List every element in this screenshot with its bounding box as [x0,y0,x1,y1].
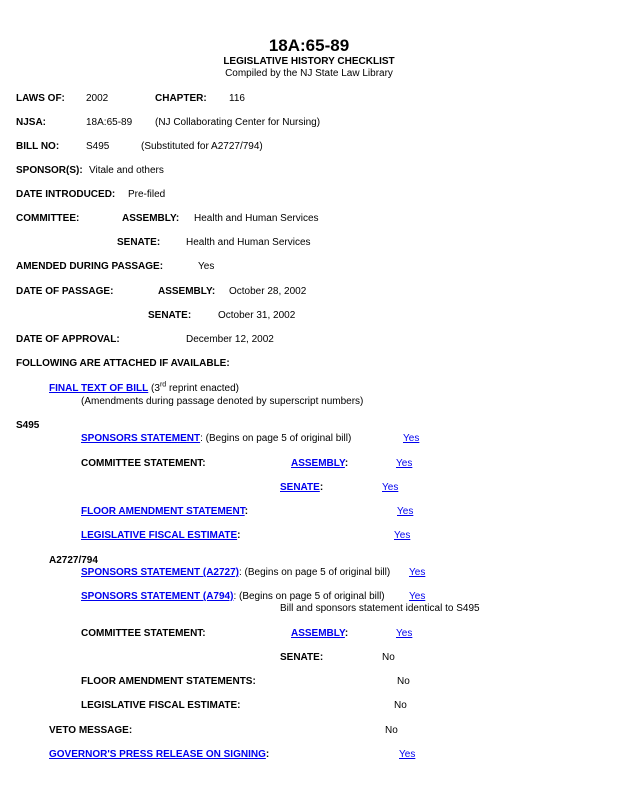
laws-of-value: 2002 [86,93,109,104]
s495-assembly-link[interactable]: ASSEMBLY [291,458,345,469]
njsa-label: NJSA: [16,117,47,128]
s495-sponsors-line [81,433,351,445]
date-of-approval-label: DATE OF APPROVAL: [16,334,120,345]
s495-sponsors-yes-link[interactable]: Yes [403,433,420,444]
a2727-senate-label: SENATE: [280,652,324,663]
a2727-sponsors1-link[interactable]: SPONSORS STATEMENT (A2727) [81,567,239,578]
committee-label: COMMITTEE: [16,213,80,224]
bill-no-value: S495 [86,141,110,152]
veto-label: VETO MESSAGE: [49,725,133,736]
a2727-sponsors1-note: : (Begins on page 5 of original bill) [239,567,391,578]
s495-assembly-yes-link[interactable]: Yes [396,458,413,469]
date-introduced-label: DATE INTRODUCED: [16,189,116,200]
sponsors-value: Vitale and others [89,165,164,176]
s495-committee-label: COMMITTEE STATEMENT: [81,458,206,469]
governor-press-release-link[interactable]: GOVERNOR'S PRESS RELEASE ON SIGNING [49,749,266,760]
checklist-title: LEGISLATIVE HISTORY CHECKLIST [223,56,395,67]
date-introduced-value: Pre-filed [128,189,166,200]
statute-title: 18A:65-89 [268,36,350,55]
s495-floor-yes-link[interactable]: Yes [397,506,414,517]
committee-assembly-label: ASSEMBLY: [122,213,180,224]
passage-assembly-label: ASSEMBLY: [158,286,216,297]
compiled-by: Compiled by the NJ State Law Library [225,68,393,79]
passage-assembly-value: October 28, 2002 [229,286,307,297]
a2727-assembly-yes-link[interactable]: Yes [396,628,413,639]
a2727-fiscal-value: No [394,700,407,711]
a2727-sponsors2-yes-link[interactable]: Yes [409,591,426,602]
a2727-heading: A2727/794 [49,555,98,566]
s495-senate-link[interactable]: SENATE [280,482,320,493]
a2727-sponsors2-note: : (Begins on page 5 of original bill) [233,591,385,602]
s495-fiscal-link[interactable]: LEGISLATIVE FISCAL ESTIMATE [81,530,238,541]
a2727-identical-note: Bill and sponsors statement identical to S495 [280,603,480,614]
bill-no-note: (Substituted for A2727/794) [141,141,263,152]
final-text-link[interactable]: FINAL TEXT OF BILL [49,383,149,394]
a2727-assembly-line [291,628,348,640]
amended-value: Yes [198,261,215,272]
governor-colon: : [265,749,270,760]
a2727-sponsors1-yes-link[interactable]: Yes [409,567,426,578]
final-text-note: (Amendments during passage denoted by superscript numbers) [81,396,364,407]
final-text-post: reprint enacted) [166,383,239,394]
final-text-sup: rd [159,381,167,389]
a2727-fiscal-label: LEGISLATIVE FISCAL ESTIMATE: [81,700,241,711]
a2727-assembly-colon: : [344,628,349,639]
s495-fiscal-line [81,530,240,542]
passage-senate-label: SENATE: [148,310,192,321]
committee-assembly-value: Health and Human Services [194,213,319,224]
chapter-value: 116 [229,93,245,104]
veto-value: No [385,725,398,736]
s495-assembly-colon: : [344,458,349,469]
committee-senate-value: Health and Human Services [186,237,311,248]
a2727-senate-value: No [382,652,395,663]
a2727-floor-label: FLOOR AMENDMENT STATEMENTS: [81,676,256,687]
governor-line [49,749,269,761]
governor-yes-link[interactable]: Yes [399,749,416,760]
a2727-sponsors2-link[interactable]: SPONSORS STATEMENT (A794) [81,591,234,602]
s495-fiscal-yes-link[interactable]: Yes [394,530,411,541]
amended-label: AMENDED DURING PASSAGE: [16,261,164,272]
a2727-sponsors1-line [81,567,390,579]
s495-sponsors-link[interactable]: SPONSORS STATEMENT [81,433,201,444]
s495-senate-yes-link[interactable]: Yes [382,482,399,493]
s495-assembly-line [291,458,348,470]
date-of-passage-label: DATE OF PASSAGE: [16,286,114,297]
s495-floor-link[interactable]: FLOOR AMENDMENT STATEMENT [81,506,245,517]
njsa-value: 18A:65-89 [86,117,133,128]
s495-heading: S495 [16,420,40,431]
following-heading: FOLLOWING ARE ATTACHED IF AVAILABLE: [16,358,230,369]
a2727-committee-label: COMMITTEE STATEMENT: [81,628,206,639]
date-of-approval-value: December 12, 2002 [186,334,274,345]
s495-senate-line [280,482,323,494]
passage-senate-value: October 31, 2002 [218,310,296,321]
s495-sponsors-note: : (Begins on page 5 of original bill) [200,433,352,444]
s495-senate-colon: : [319,482,324,493]
final-text-pre: (3 [148,383,160,394]
s495-fiscal-colon: : [237,530,241,541]
laws-of-label: LAWS OF: [16,93,65,104]
committee-senate-label: SENATE: [117,237,161,248]
a2727-floor-value: No [397,676,410,687]
chapter-label: CHAPTER: [155,93,207,104]
a2727-assembly-link[interactable]: ASSEMBLY [291,628,345,639]
s495-floor-colon: : [244,506,249,517]
final-text-line [49,383,239,395]
s495-floor-line [81,506,248,518]
sponsors-label: SPONSOR(S): [16,165,83,176]
bill-no-label: BILL NO: [16,141,60,152]
njsa-note: (NJ Collaborating Center for Nursing) [155,117,321,128]
a2727-sponsors2-line [81,591,385,603]
